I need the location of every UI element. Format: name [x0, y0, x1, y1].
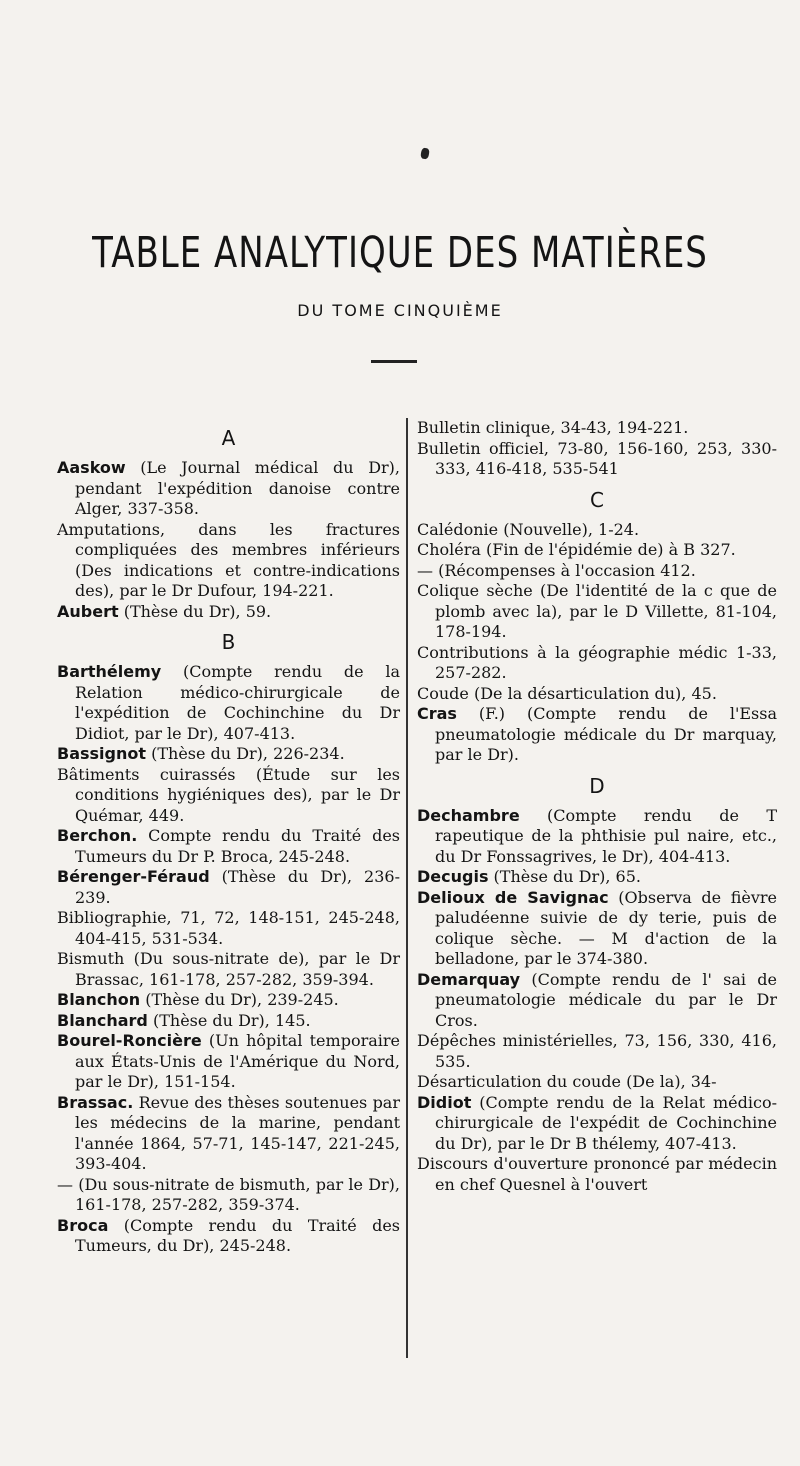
entry-text: (Compte rendu de la Relation médico-chirurgicale de l'expédition de Cochinchine du Dr Didiot, par le Dr), 407-413.: [75, 662, 400, 743]
index-entry: [57, 1175, 400, 1216]
index-entry: [57, 990, 400, 1011]
index-entry: [57, 908, 400, 949]
entry-text: (Thèse du Dr), 65.: [488, 867, 641, 886]
index-entry: [57, 1031, 400, 1093]
entry-headword: Blanchon: [57, 990, 141, 1009]
index-entry: [417, 1031, 777, 1072]
index-entry: [417, 1093, 777, 1155]
index-entry: [57, 867, 400, 908]
entry-text: Calédonie (Nouvelle), 1-24.: [417, 519, 640, 539]
index-entry: [57, 1216, 400, 1257]
index-entry: [57, 520, 400, 602]
entry-text: (Thèse du Dr), 226-234.: [146, 744, 345, 763]
entry-text: (Observa de fièvre paludéenne suivie de dy terie, puis de colique sèche. — M d'action de la belladone, par le 374-380.: [435, 887, 777, 968]
title-rule: [371, 360, 417, 363]
index-entry: [417, 418, 777, 439]
entry-text: (Thèse du Dr), 59.: [118, 601, 272, 621]
entry-headword: Blanchard: [57, 1010, 148, 1030]
entry-text: (Compte rendu de la Relat médico-chirurgicale de l'expédit de Cochinchine du Dr), par le Dr B thélemy, 407-413.: [435, 1092, 777, 1153]
entry-text: — (Du sous-nitrate de bismuth, par le Dr), 161-178, 257-282, 359-374.: [57, 1174, 400, 1214]
index-column-right: [417, 418, 777, 1195]
index-entry: [417, 581, 777, 643]
entry-text: (F.) (Compte rendu de l'Essa pneumatologie médicale du Dr marquay, par le Dr).: [435, 704, 777, 764]
entry-text: (Thèse du Dr), 145.: [147, 1010, 311, 1030]
entry-headword: Didiot: [417, 1092, 472, 1112]
index-entry: [417, 439, 777, 480]
section-letter: C: [590, 487, 604, 512]
index-entry: [417, 970, 777, 1032]
section-letter: D: [589, 773, 605, 798]
entry-headword: Aaskow: [57, 458, 126, 477]
entry-text: Désarticulation du coude (De la), 34-: [417, 1072, 717, 1091]
index-entry: [417, 540, 777, 561]
index-column-left: [57, 418, 400, 1257]
entry-headword: Delioux de Savignac: [417, 887, 609, 907]
section-letter: B: [221, 630, 236, 654]
entry-text: Bibliographie, 71, 72, 148-151, 245-248, 404-415, 531-534.: [57, 908, 400, 948]
index-entry: [57, 765, 400, 827]
entry-text: (Le Journal médical du Dr), pendant l'expédition danoise contre Alger, 337-358.: [75, 458, 400, 518]
entry-headword: Dechambre: [417, 805, 520, 825]
entry-text: Bulletin clinique, 34-43, 194-221.: [417, 418, 689, 437]
index-entry: [57, 744, 400, 765]
entry-headword: Bérenger-Féraud: [57, 867, 210, 886]
entry-text: (Compte rendu de l' sai de pneumatologie médicale du par le Dr Cros.: [435, 969, 777, 1030]
index-entry: [57, 949, 400, 990]
entry-text: Compte rendu du Traité des Tumeurs du Dr P. Broca, 245-248.: [75, 826, 400, 866]
index-entry: [57, 458, 400, 520]
entry-headword: Bourel-Roncière: [57, 1031, 202, 1050]
section-letter: A: [221, 426, 236, 450]
entry-text: (Thèse du Dr), 236-239.: [75, 867, 400, 907]
index-entry: [417, 684, 777, 705]
entry-text: (Compte rendu du Traité des Tumeurs, du Dr), 245-248.: [75, 1215, 400, 1255]
entry-headword: Barthélemy: [57, 662, 162, 681]
entry-headword: Brassac.: [57, 1092, 134, 1112]
entry-text: Amputations, dans les fractures compliquées des membres inférieurs (Des indications et contre-indications des), par le Dr Dufour, 194-221.: [57, 519, 400, 600]
entry-text: Discours d'ouverture prononcé par médecin en chef Quesnel à l'ouvert: [417, 1154, 777, 1194]
index-entry: [417, 1072, 777, 1093]
index-entry: [417, 561, 777, 582]
entry-headword: Berchon.: [57, 826, 138, 845]
entry-text: Bâtiments cuirassés (Étude sur les conditions hygiéniques des), par le Dr Quémar, 449.: [57, 764, 400, 825]
index-entry: [417, 704, 777, 766]
index-entry: [417, 520, 777, 541]
entry-text: — (Récompenses à l'occasion 412.: [417, 560, 696, 580]
entry-text: Coude (De la désarticulation du), 45.: [417, 683, 717, 703]
column-divider: [406, 418, 408, 1358]
index-entry: [57, 662, 400, 744]
index-entry: [57, 602, 400, 623]
page-subtitle: DU TOME CINQUIÈME: [297, 301, 503, 320]
entry-text: (Compte rendu de T rapeutique de la phthisie pul naire, etc., du Dr Fonssagrives, le Dr), 404-413.: [435, 805, 777, 866]
entry-headword: Demarquay: [417, 969, 521, 989]
entry-text: Colique sèche (De l'identité de la c que de plomb avec la), par le D Villette, 81-104, 178-194.: [417, 581, 777, 641]
index-entry: [57, 1093, 400, 1175]
entry-headword: Bassignot: [57, 744, 147, 763]
index-entry: [417, 888, 777, 970]
index-entry: [417, 867, 777, 888]
index-entry: [417, 806, 777, 868]
index-entry: [417, 643, 777, 684]
entry-text: Bismuth (Du sous-nitrate de), par le Dr Brassac, 161-178, 257-282, 359-394.: [57, 949, 400, 989]
entry-text: Dépêches ministérielles, 73, 156, 330, 416, 535.: [417, 1031, 777, 1071]
entry-text: (Un hôpital temporaire aux États-Unis de l'Amérique du Nord, par le Dr), 151-154.: [75, 1031, 400, 1091]
entry-headword: Cras: [417, 704, 457, 723]
entry-text: Revue des thèses soutenues par les médecins de la marine, pendant l'année 1864, 57-71, 145-147, 221-245, 393-404.: [75, 1092, 400, 1173]
entry-text: Bulletin officiel, 73-80, 156-160, 253, 330-333, 416-418, 535-541: [417, 438, 777, 478]
page-title: TABLE ANALYTIQUE DES MATIÈRES: [92, 228, 708, 278]
entry-headword: Aubert: [57, 601, 119, 621]
index-entry: [57, 826, 400, 867]
index-entry: [417, 1154, 777, 1195]
entry-text: (Thèse du Dr), 239-245.: [140, 990, 339, 1009]
index-entry: [57, 1011, 400, 1032]
entry-headword: Broca: [57, 1215, 109, 1235]
entry-text: Contributions à la géographie médic 1-33, 257-282.: [417, 642, 777, 682]
entry-text: Choléra (Fin de l'épidémie de) à B 327.: [417, 540, 736, 559]
entry-headword: Decugis: [417, 867, 489, 886]
